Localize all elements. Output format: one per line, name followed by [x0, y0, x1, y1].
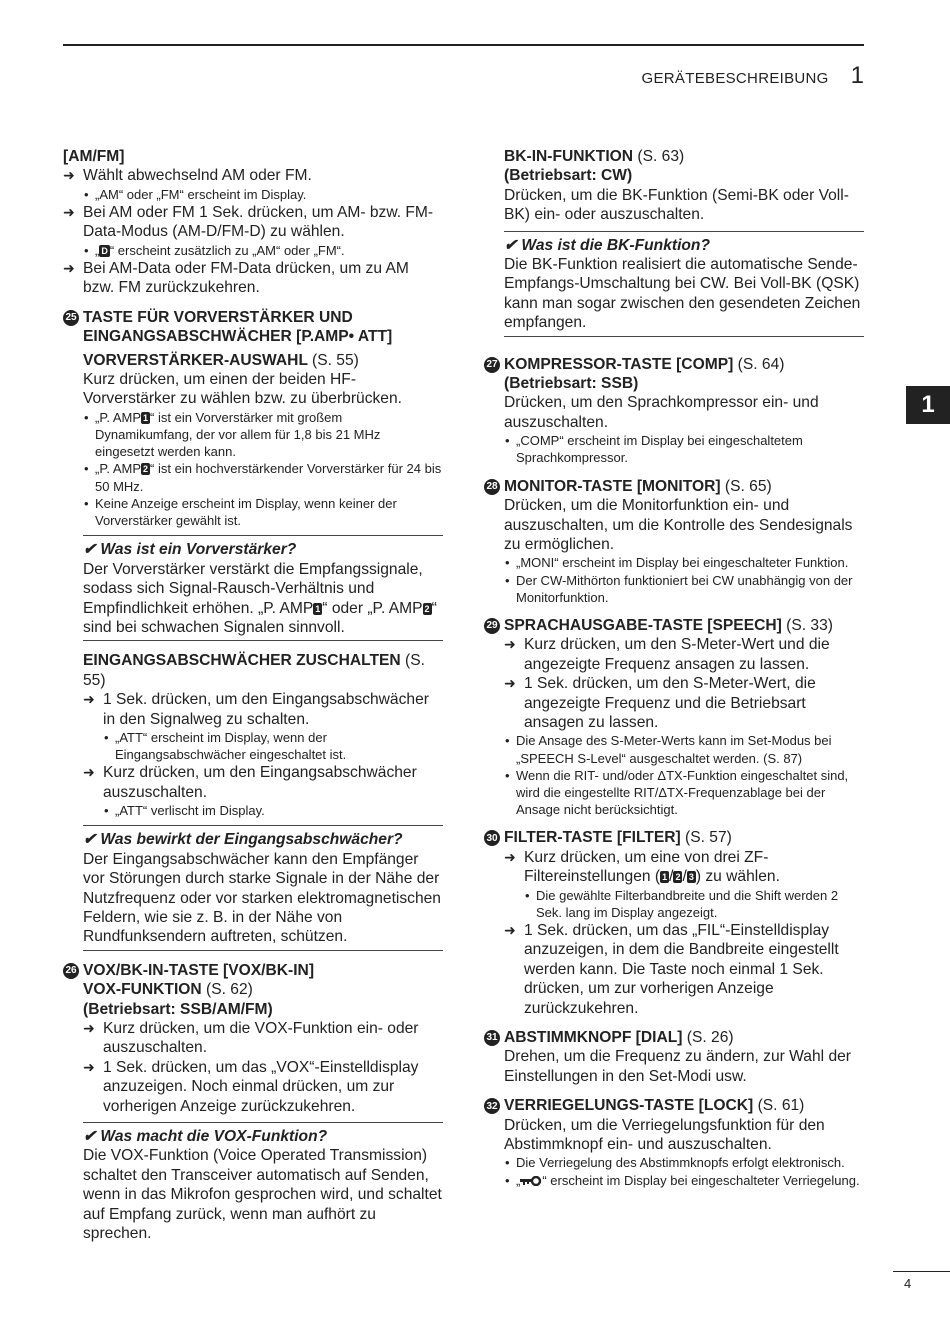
note: • Keine Anzeige erscheint im Display, wenn keiner der Vorverstärker gewählt ist. [84, 495, 397, 529]
paragraph: Drücken, um die Verriegelungsfunktion für den Abstimmknopf ein- und auszuschalten. [504, 1116, 825, 1154]
note: • „AM“ oder „FM“ erscheint im Display. [84, 186, 307, 202]
list-item: ➜ Bei AM-Data oder FM-Data drücken, um zu AM bzw. FM zurückzukehren. [63, 260, 409, 297]
filter-1-icon: 1 [662, 872, 668, 883]
list-item: ➜ Kurz drücken, um die VOX-Funktion ein- oder auszuschalten. [83, 1020, 419, 1057]
section-number-icon: 27 [484, 357, 500, 373]
info-question: ✔ Was ist die BK-Funktion? [504, 236, 710, 254]
key-icon [520, 1176, 542, 1186]
info-box [83, 535, 443, 641]
chapter-title: GERÄTEBESCHREIBUNG [641, 70, 829, 87]
section-title: [AM/FM] [63, 148, 125, 165]
arrow-icon: ➜ [504, 922, 516, 938]
info-answer: Die VOX-Funktion (Voice Operated Transmission) schaltet den Transceiver automatisch auf Senden, wenn in das Mikrofon gesprochen wird, und schaltet auf Empfang zurück, wenn man aufhört zu sprechen. [83, 1147, 442, 1243]
subsection-title: VORVERSTÄRKER-AUSWAHL (S. 55) [83, 351, 359, 369]
section-number-icon: 29 [484, 618, 500, 634]
info-answer: Der Vorverstärker verstärkt die Empfangssignale, sodass sich Signal-Rausch-Verhältnis und Empfindlichkeit erhöhen. „P. AMP 1 “ oder „P. AMP 2 “ sind bei schwachen Signalen sinnvoll. [83, 560, 437, 636]
section-29 [484, 616, 864, 818]
info-answer: Der Eingangsabschwächer kann den Empfänger vor Störungen durch starke Signale in der Nähe der Nutzfrequenz oder vor starken elektromagnetischen Feldern, wie sie z. B. in der Nähe von Rundfunksendern auftreten, schützen. [83, 850, 441, 946]
section-number-icon: 31 [484, 1030, 500, 1046]
section-title: 32 VERRIEGELUNGS-TASTE [LOCK] (S. 61) [484, 1096, 864, 1115]
note: • „ATT“ verlischt im Display. [104, 803, 265, 819]
list-item: ➜ Kurz drücken, um den S-Meter-Wert und die angezeigte Frequenz ansagen zu lassen. [504, 636, 830, 673]
arrow-icon: ➜ [83, 1058, 95, 1075]
preamp-2-icon: 2 [424, 603, 430, 614]
chapter-tab: 1 [906, 386, 950, 424]
section-32 [484, 1096, 864, 1189]
paragraph: Drücken, um den Sprachkompressor ein- und auszuschalten. [504, 394, 819, 431]
section-title: 30 FILTER-TASTE [FILTER] (S. 57) [484, 828, 864, 847]
list-item: ➜ Kurz drücken, um den Eingangsabschwächer auszuschalten. [83, 764, 417, 801]
paragraph: Drücken, um die Monitorfunktion ein- und auszuschalten, um die Kontrolle des Sendesignals zu ermöglichen. [504, 497, 853, 553]
section-title: 29 SPRACHAUSGABE-TASTE [SPEECH] (S. 33) [484, 616, 864, 635]
filter-2-icon: 2 [675, 872, 681, 883]
section-bk [484, 147, 864, 225]
arrow-icon: ➜ [63, 260, 75, 277]
section-number-icon: 32 [484, 1098, 500, 1114]
info-answer: Die BK-Funktion realisiert die automatische Sende-Empfangs-Umschaltung bei CW. Bei Voll-BK (QSK) kann man sogar zwischen den gesendeten Zeichen empfangen. [504, 256, 861, 332]
note: • „MONI“ erscheint im Display bei eingeschalteter Funktion. [505, 555, 849, 571]
section-31 [484, 1028, 864, 1086]
info-box [504, 231, 864, 337]
list-item: ➜ 1 Sek. drücken, um das „VOX“-Einstelldisplay anzuzeigen. Noch einmal drücken, um zur vorherigen Anzeige zurückzukehren. [83, 1058, 419, 1115]
list-item: ➜ 1 Sek. drücken, um das „FIL“-Einstelldisplay anzuzeigen, in dem die Bandbreite eingestellt werden kann. Die Taste noch einmal 1 Sek. drücken, um zur vorherigen Anzeige zurückzukehren. [504, 922, 839, 1017]
section-25 [63, 308, 443, 951]
top-rule [63, 44, 864, 46]
section-30 [484, 828, 864, 1018]
info-question: ✔ Was macht die VOX-Funktion? [83, 1128, 328, 1146]
note: • Der CW-Mithörton funktioniert bei CW unabhängig von der Monitorfunktion. [505, 572, 853, 605]
subsection-title: BK-IN-FUNKTION (S. 63) [504, 148, 685, 165]
mode-label: (Betriebsart: SSB/AM/FM) [83, 1000, 273, 1018]
mode-label: (Betriebsart: CW) [504, 167, 633, 185]
arrow-icon: ➜ [63, 204, 75, 221]
preamp-1-icon: 1 [315, 603, 321, 614]
note: • „ D “ erscheint zusätzlich zu „AM“ oder „FM“. [84, 242, 345, 258]
page-number-rule [893, 1271, 950, 1272]
arrow-icon: ➜ [504, 636, 516, 653]
list-item: ➜ Wählt abwechselnd AM oder FM. [63, 167, 312, 185]
section-27 [484, 355, 864, 467]
section-title: 26 VOX/BK-IN-TASTE [VOX/BK-IN] [63, 961, 443, 980]
page-header [642, 62, 864, 90]
section-number-icon: 26 [63, 963, 79, 979]
section-title: 25 TASTE FÜR VORVERSTÄRKER UND EINGANGSABSCHWÄCHER [P.AMP• ATT] [63, 308, 443, 347]
note: • „P. AMP 1 “ ist ein Vorverstärker mit großem Dynamikumfang, der vor allem für 1,8 bis 21 MHz eingesetzt werden kann. [84, 409, 381, 460]
note: • Die gewählte Filterbandbreite und die Shift werden 2 Sek. lang im Display angezeigt. [525, 887, 839, 920]
note: • „COMP“ erscheint im Display bei eingeschaltetem Sprachkompressor. [505, 433, 803, 466]
mode-label: (Betriebsart: SSB) [504, 375, 639, 393]
preamp-1-icon: 1 [143, 412, 149, 423]
arrow-icon: ➜ [504, 675, 516, 692]
data-mode-icon: D [101, 245, 108, 256]
note: • „ATT“ erscheint im Display, wenn der Eingangsabschwächer eingeschaltet ist. [104, 729, 347, 763]
section-amfm [63, 147, 443, 298]
subsection-title: EINGANGSABSCHWÄCHER ZUSCHALTEN (S. 55) [83, 652, 425, 689]
left-column [63, 147, 443, 1257]
note: • Wenn die RIT- und/oder ΔTX-Funktion eingeschaltet sind, wird die eingestellte RIT/ΔTX-Frequenzablage bei der Ansage nicht berücksichtigt. [505, 767, 849, 818]
note: • „ “ erscheint im Display bei eingeschalteter Verriegelung. [505, 1172, 860, 1188]
filter-3-icon: 3 [688, 872, 694, 883]
section-number-icon: 30 [484, 830, 500, 846]
info-question: ✔ Was ist ein Vorverstärker? [83, 541, 297, 559]
arrow-icon: ➜ [504, 848, 516, 865]
section-26 [63, 961, 443, 1247]
info-box [83, 825, 443, 950]
right-column [484, 147, 864, 1199]
list-item: ➜ Bei AM oder FM 1 Sek. drücken, um AM- bzw. FM-Data-Modus (AM-D/FM-D) zu wählen. [63, 204, 434, 241]
paragraph: Drehen, um die Frequenz zu ändern, zur Wahl der Einstellungen in den Set-Modi usw. [504, 1048, 851, 1085]
section-28 [484, 477, 864, 606]
list-item: ➜ Kurz drücken, um eine von drei ZF-Filtereinstellungen ( 1 / 2 / 3 ) zu wählen. [504, 848, 780, 886]
section-number-icon: 28 [484, 479, 500, 495]
list-item: ➜ 1 Sek. drücken, um den S-Meter-Wert, die angezeigte Frequenz und die Betriebsart ansagen zu lassen. [504, 675, 816, 731]
arrow-icon: ➜ [83, 691, 95, 708]
info-question: ✔ Was bewirkt der Eingangsabschwächer? [83, 831, 403, 849]
note: • „P. AMP 2 “ ist ein hochverstärkender Vorverstärker für 24 bis 50 MHz. [84, 461, 442, 494]
info-box [83, 1122, 443, 1246]
list-item: ➜ 1 Sek. drücken, um den Eingangsabschwächer in den Signalweg zu schalten. [83, 691, 429, 728]
arrow-icon: ➜ [63, 167, 75, 184]
section-title: 31 ABSTIMMKNOPF [DIAL] (S. 26) [484, 1028, 864, 1047]
arrow-icon: ➜ [83, 1020, 95, 1037]
paragraph: Drücken, um die BK-Funktion (Semi-BK oder Voll-BK) ein- oder auszuschalten. [504, 186, 849, 224]
arrow-icon: ➜ [83, 764, 95, 781]
subsection-title: VOX-FUNKTION (S. 62) [83, 981, 253, 999]
note: • Die Ansage des S-Meter-Werts kann im Set-Modus bei „SPEECH S-Level“ ausgeschaltet werden. (S. 87) [505, 733, 832, 766]
note: • Die Verriegelung des Abstimmknopfs erfolgt elektronisch. [505, 1155, 845, 1171]
preamp-2-icon: 2 [143, 464, 149, 475]
section-title: 27 KOMPRESSOR-TASTE [COMP] (S. 64) [484, 355, 864, 374]
section-title: 28 MONITOR-TASTE [MONITOR] (S. 65) [484, 477, 864, 496]
paragraph: Kurz drücken, um einen der beiden HF-Vorverstärker zu wählen bzw. zu überbrücken. [83, 371, 402, 408]
section-number-icon: 25 [63, 310, 79, 326]
chapter-number: 1 [850, 62, 864, 89]
page-number: 4 [904, 1276, 912, 1291]
